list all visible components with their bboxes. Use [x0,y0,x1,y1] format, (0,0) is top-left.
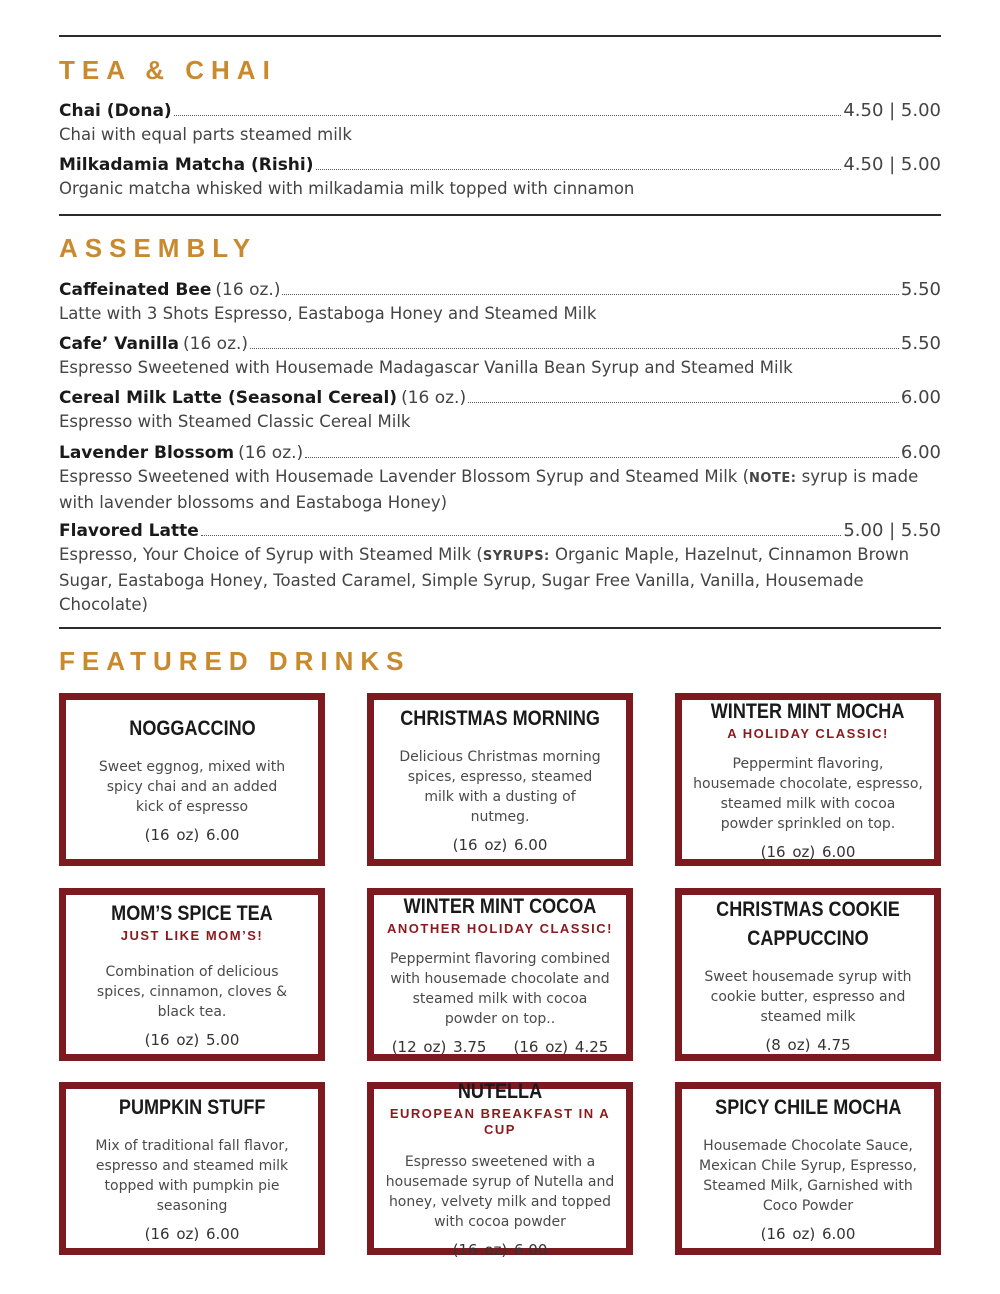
note-label: NOTE: [749,471,797,486]
section-title-tea-chai: TEA & CHAI [59,55,277,85]
dot-leader [282,294,898,295]
drink-card-winter-mint-mocha [675,693,941,866]
card-title: MOM’S SPICE TEA [111,902,273,925]
section-title-featured: FEATURED DRINKS [59,646,411,676]
card-subtitle: JUST LIKE MOM’S! [120,928,264,943]
card-description: Delicious Christmas morning spices, espresso, steamed milk with a dusting of nutmeg. [399,749,601,825]
item-name: Cafe’ Vanilla [59,334,180,354]
item-name: Caffeinated Bee [59,280,212,300]
card-price: (8 oz) 4.75 [765,1035,851,1054]
drink-card-winter-mint-cocoa [367,888,633,1061]
dot-leader [201,535,842,536]
card-subtitle: ANOTHER HOLIDAY CLASSIC! [387,921,613,936]
item-size: (16 oz.) [215,280,281,300]
drink-card-moms-spice-tea [59,888,325,1061]
item-description [59,543,941,617]
item-price: 6.00 [900,387,941,408]
card-title: CHRISTMAS COOKIE CAPPUCCINO [716,897,900,950]
menu-item [59,386,941,434]
dot-leader [174,115,842,116]
card-title: PUMPKIN STUFF [118,1096,266,1119]
desc-text: Organic Maple, Hazelnut, Cinnamon Brown Sugar, Eastaboga Honey, Toasted Caramel, Simple Syrup, Sugar Free Vanilla, Vanilla, Housemade Chocolate) [59,545,910,614]
card-description: Espresso sweetened with a housemade syrup of Nutella and honey, velvety milk and topped with cocoa powder [385,1154,615,1230]
item-size: (16 oz.) [183,334,249,354]
item-name: Milkadamia Matcha (Rishi) [59,155,314,175]
menu-item [59,519,941,617]
drink-card-pumpkin-stuff [59,1082,325,1255]
item-description: Espresso Sweetened with Housemade Madagascar Vanilla Bean Syrup and Steamed Milk [59,358,793,377]
dot-leader [305,457,899,458]
card-price: (16 oz) 6.00 [452,836,548,854]
drink-card-spicy-chile-mocha [675,1082,941,1255]
card-title: WINTER MINT MOCHA [711,700,905,723]
item-description: Latte with 3 Shots Espresso, Eastaboga Honey and Steamed Milk [59,304,597,323]
item-price: 5.00 | 5.50 [843,520,941,541]
card-price: (16 oz) 6.00 [760,1225,856,1243]
desc-text: Espresso Sweetened with Housemade Lavender Blossom Syrup and Steamed Milk ( [59,467,750,486]
desc-text: syrup is made with lavender blossoms and Eastaboga Honey) [59,467,919,512]
card-price: (16 oz) 6.00 [144,1225,240,1243]
section-divider [59,627,941,629]
menu-item [59,153,941,201]
item-price: 4.50 | 5.00 [843,154,941,175]
item-description: Organic matcha whisked with milkadamia milk topped with cinnamon [59,179,635,198]
dot-leader [250,348,899,349]
card-price: (12 oz) 3.75 (16 oz) 4.25 [391,1038,609,1056]
card-description: Combination of delicious spices, cinnamon, cloves & black tea. [96,964,288,1020]
card-description: Housemade Chocolate Sauce, Mexican Chile Syrup, Espresso, Steamed Milk, Garnished with Coco Powder [699,1138,917,1214]
item-price: 6.00 [900,442,941,463]
card-subtitle: EUROPEAN BREAKFAST IN A CUP [389,1106,611,1137]
item-name: Lavender Blossom [59,443,235,463]
menu-item [59,99,941,147]
card-title: CHRISTMAS MORNING [400,707,600,730]
card-price: (16 oz) 5.00 [144,1031,240,1049]
item-name: Cereal Milk Latte (Seasonal Cereal) [59,388,398,408]
menu-item [59,278,941,326]
item-price: 4.50 | 5.00 [843,100,941,121]
drink-card-noggaccino [59,693,325,866]
card-price: (16 oz) 6.00 [452,1241,548,1259]
item-description [59,465,941,515]
section-divider [59,214,941,216]
item-name: Chai (Dona) [59,101,172,121]
card-description: Mix of traditional fall flavor, espresso and steamed milk topped with pumpkin pie seasoning [95,1138,289,1214]
desc-text: Espresso, Your Choice of Syrup with Steamed Milk ( [59,545,483,564]
item-size: (16 oz.) [401,388,467,408]
card-price: (16 oz) 6.00 [144,826,240,844]
drink-card-christmas-cookie-cappuccino [675,888,941,1061]
menu-item [59,332,941,380]
item-description: Espresso with Steamed Classic Cereal Milk [59,412,411,431]
drink-card-christmas-morning [367,693,633,866]
card-description: Peppermint flavoring combined with housemade chocolate and steamed milk with cocoa powder on top.. [390,951,610,1027]
item-name: Flavored Latte [59,521,199,541]
item-description: Chai with equal parts steamed milk [59,125,352,144]
card-description: Sweet eggnog, mixed with spicy chai and an added kick of espresso [98,759,286,815]
card-title: WINTER MINT COCOA [403,895,597,918]
card-description: Peppermint flavoring, housemade chocolate, espresso, steamed milk with cocoa powder sprinkled on top. [693,756,923,832]
card-subtitle: A HOLIDAY CLASSIC! [727,726,889,741]
card-price: (16 oz) 6.00 [760,843,856,861]
card-title: NOGGACCINO [128,717,256,740]
item-price: 5.50 [900,279,941,300]
card-title: SPICY CHILE MOCHA [714,1096,902,1119]
card-description: Sweet housemade syrup with cookie butter, espresso and steamed milk [704,968,912,1025]
card-title: NUTELLA [457,1080,543,1103]
menu-item [59,441,941,515]
dot-leader [468,402,899,403]
drink-card-nutella [367,1080,633,1259]
section-divider [59,35,941,37]
dot-leader [316,169,842,170]
syrups-label: SYRUPS: [482,549,550,564]
item-price: 5.50 [900,333,941,354]
item-size: (16 oz.) [238,443,304,463]
section-title-assembly: ASSEMBLY [59,233,258,263]
